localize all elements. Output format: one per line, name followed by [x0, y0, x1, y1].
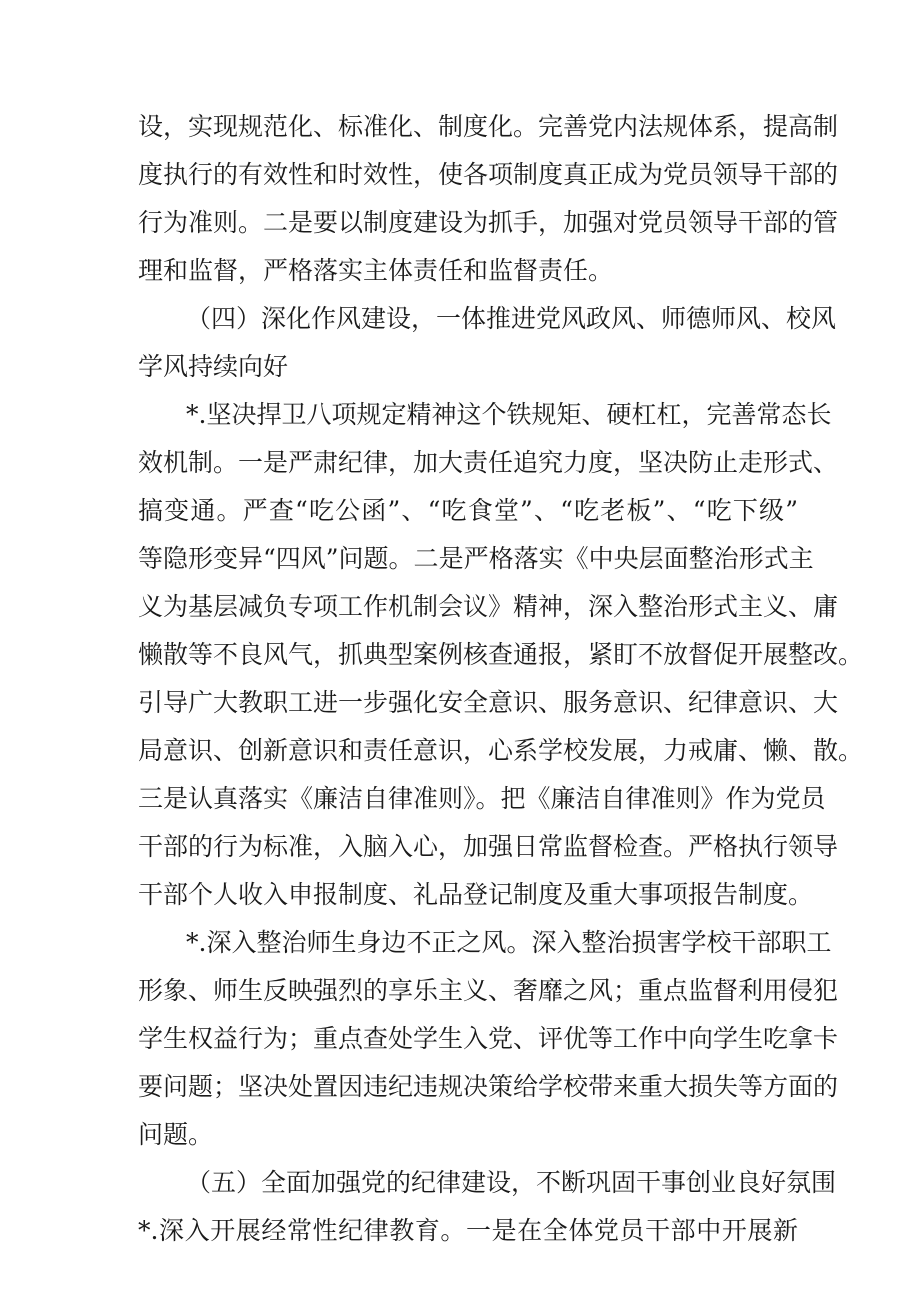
body-text-line: *.深入整治师生身边不正之风。深入整治损害学校干部职工 — [186, 928, 832, 957]
section-heading-line: 学风持续向好 — [138, 352, 289, 381]
body-text-line: 等隐形变异“四风”问题。二是严格落实《中央层面整治形式主 — [138, 544, 814, 573]
body-text-line: 三是认真落实《廉洁自律准则》。把《廉洁自律准则》作为党员 — [138, 784, 826, 813]
body-text-line: 干部的行为标准，入脑入心，加强日常监督检查。严格执行领导 — [138, 832, 839, 861]
body-text-line: 干部个人收入申报制度、礼品登记制度及重大事项报告制度。 — [138, 880, 814, 909]
body-text-line: 效机制。一是严肃纪律，加大责任追究力度，坚决防止走形式、 — [138, 448, 839, 477]
body-text-line: 设，实现规范化、标准化、制度化。完善党内法规体系，提高制 — [138, 112, 839, 141]
body-text-line: 学生权益行为；重点查处学生入党、评优等工作中向学生吃拿卡 — [138, 1024, 839, 1053]
section-heading-line: （五）全面加强党的纪律建设，不断巩固干事创业良好氛围 — [186, 1168, 837, 1197]
body-text-line: 搞变通。严查“吃公函”、“吃食堂”、“吃老板”、“吃下级” — [138, 496, 798, 525]
body-text-line: 行为准则。二是要以制度建设为抓手，加强对党员领导干部的管 — [138, 208, 839, 237]
body-text-line: 理和监督，严格落实主体责任和监督责任。 — [138, 256, 614, 285]
section-heading-line: （四）深化作风建设，一体推进党风政风、师德师风、校风 — [186, 304, 837, 333]
body-text-line: 问题。 — [138, 1120, 214, 1149]
body-text-line: 引导广大教职工进一步强化安全意识、服务意识、纪律意识、大 — [138, 688, 839, 717]
body-text-line: *.坚决捍卫八项规定精神这个铁规矩、硬杠杠，完善常态长 — [186, 400, 832, 429]
body-text-line: 度执行的有效性和时效性，使各项制度真正成为党员领导干部的 — [138, 160, 839, 189]
body-text-line: 局意识、创新意识和责任意识，心系学校发展，力戒庸、懒、散。 — [138, 736, 864, 765]
body-text-line: *.深入开展经常性纪律教育。一是在全体党员干部中开展新 — [138, 1216, 798, 1245]
body-text-line: 懒散等不良风气，抓典型案例核查通报，紧盯不放督促开展整改。 — [138, 640, 864, 669]
body-text-line: 要问题；坚决处置因违纪违规决策给学校带来重大损失等方面的 — [138, 1072, 839, 1101]
body-text-line: 义为基层减负专项工作机制会议》精神，深入整治形式主义、庸 — [138, 592, 839, 621]
body-text-line: 形象、师生反映强烈的享乐主义、奢靡之风；重点监督利用侵犯 — [138, 976, 839, 1005]
